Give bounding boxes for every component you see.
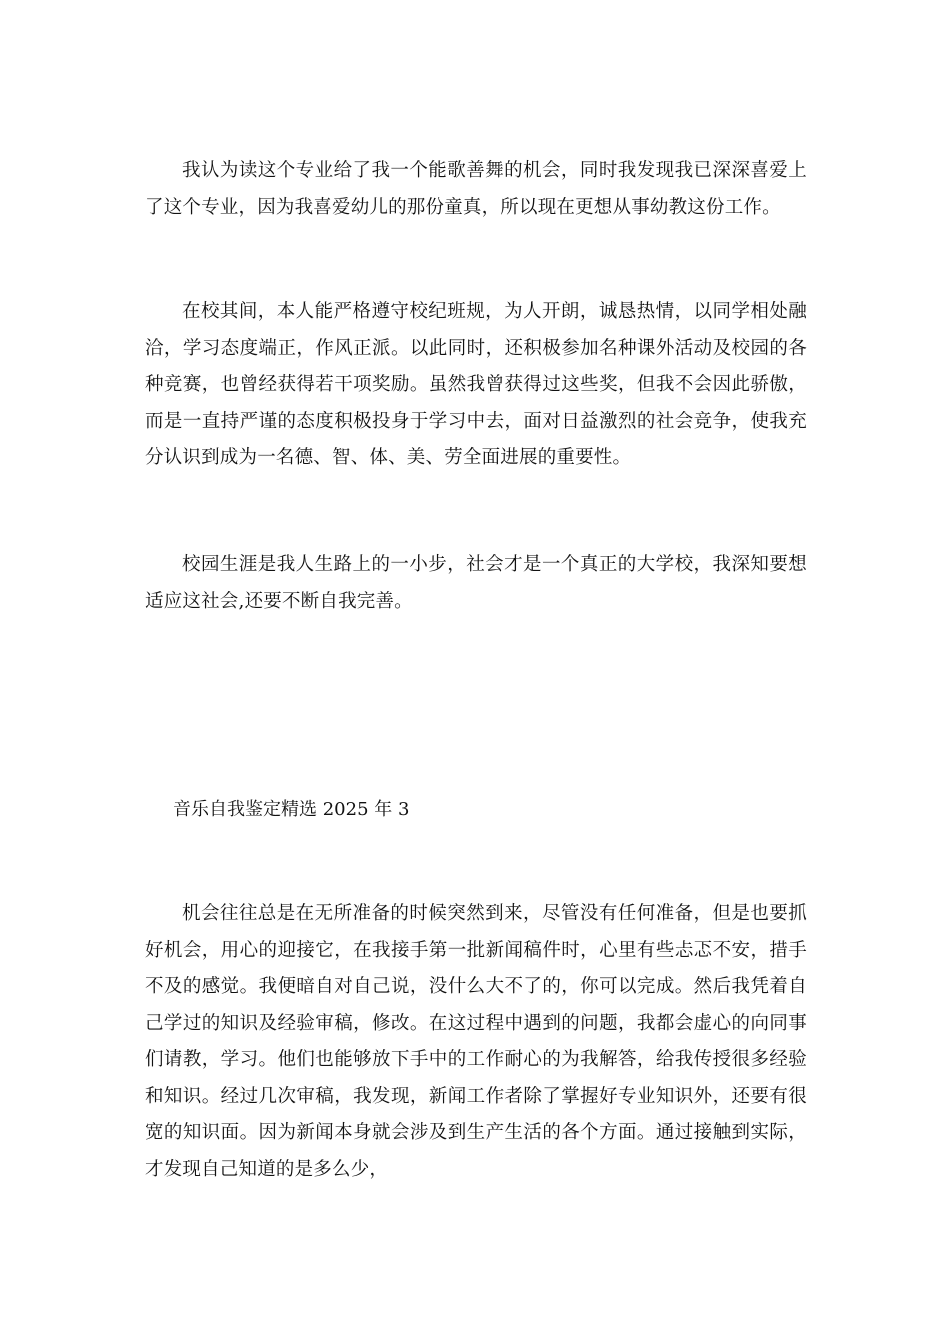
section-heading: 音乐自我鉴定精选 2025 年 3 (173, 799, 410, 820)
paragraph-school-conduct: 在校其间，本人能严格遵守校纪班规，为人开朗，诚恳热情，以同学相处融洽，学习态度端正，作风正派。以此同时，还积极参加名种课外活动及校园的各种竞赛，也曾经获得若干项奖励。虽然我曾获得过这些奖，但我不会因此骄傲，而是一直持严谨的态度积极投身于学习中去，面对日益激烈的社会竞争，使我充分认识到成为一名德、智、体、美、劳全面进展的重要性。 (145, 301, 807, 468)
paragraph-campus-life: 校园生涯是我人生路上的一小步，社会才是一个真正的大学校，我深知要想适应这社会,还要不断自我完善。 (145, 554, 807, 612)
paragraph-major-choice: 我认为读这个专业给了我一个能歌善舞的机会，同时我发现我已深深喜爱上了这个专业，因为我喜爱幼儿的那份童真，所以现在更想从事幼教这份工作。 (145, 160, 807, 218)
paragraph-news-work: 机会往往总是在无所准备的时候突然到来，尽管没有任何准备，但是也要抓好机会，用心的迎接它，在我接手第一批新闻稿件时，心里有些忐忑不安，措手不及的感觉。我便暗自对自己说，没什么大不了的，你可以完成。然后我凭着自己学过的知识及经验审稿，修改。在这过程中遇到的问题，我都会虚心的向同事们请教，学习。他们也能够放下手中的工作耐心的为我解答，给我传授很多经验和知识。经过几次审稿，我发现，新闻工作者除了掌握好专业知识外，还要有很宽的知识面。因为新闻本身就会涉及到生产生活的各个方面。通过接触到实际，才发现自己知道的是多么少， (145, 903, 807, 1180)
